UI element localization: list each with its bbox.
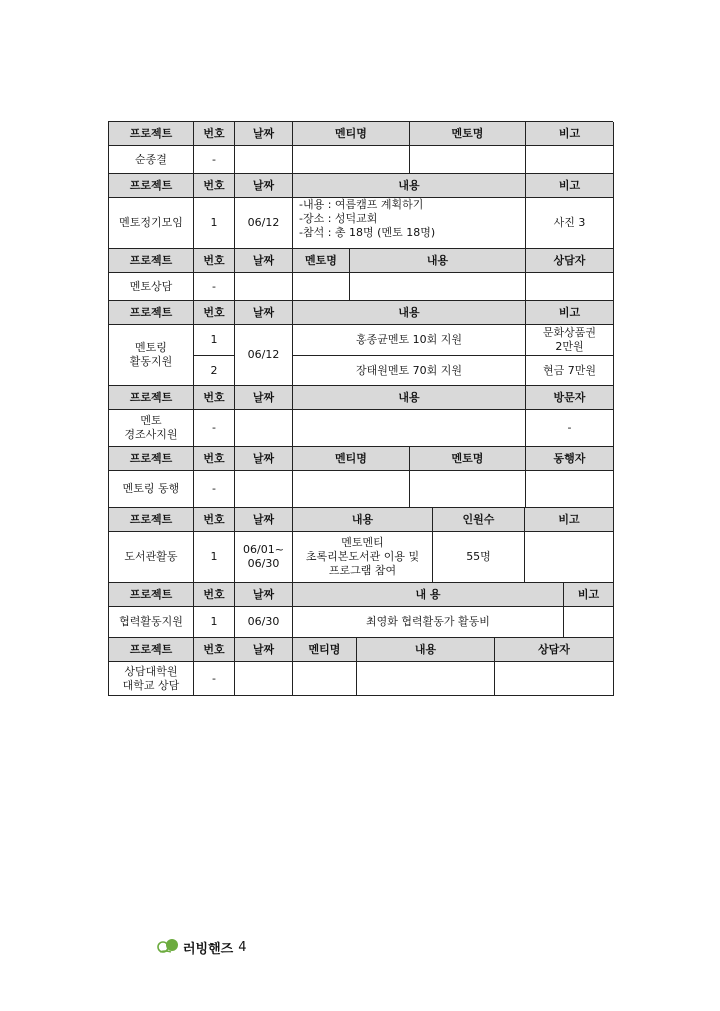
note-cell [526,146,614,174]
project-line: 상담대학원 [124,664,178,678]
header-cell: 멘토명 [293,249,350,273]
project-cell: 멘토정기모임 [109,198,194,249]
content-line: 초록리본도서관 이용 및 [305,550,420,563]
date-line: 06/01~ [243,543,284,556]
content-cell: 홍종균멘토 10회 지원 [293,325,526,356]
number-cell: - [194,273,235,301]
section-mentor-condolence [108,386,613,447]
content-cell: 최영화 협력활동가 활동비 [293,607,564,638]
header-cell: 날짜 [235,583,293,607]
section-sunjonggyeol [108,121,613,174]
header-cell: 프로젝트 [109,174,194,198]
mentee-cell [293,662,357,696]
header-cell: 날짜 [235,122,293,146]
header-cell: 멘토명 [410,122,526,146]
content-line: -내용 : 여름캠프 계획하기 [299,198,424,211]
companion-cell [526,471,614,508]
header-cell: 프로젝트 [109,508,194,532]
date-cell [235,273,293,301]
section-graduate-counsel [108,638,613,696]
mentee-cell [293,146,410,174]
number-cell: - [194,146,235,174]
project-cell: 협력활동지원 [109,607,194,638]
header-cell: 내용 [293,386,526,410]
note-cell [525,532,614,583]
footer-brand: 러빙핸즈 [183,941,234,957]
page-footer [157,937,247,957]
header-cell: 동행자 [526,447,614,471]
header-cell: 방문자 [526,386,614,410]
header-cell: 내 용 [293,583,564,607]
project-line: 멘토링 [135,341,167,354]
header-cell: 번호 [194,301,235,325]
header-cell: 비고 [525,508,614,532]
header-cell: 비고 [526,301,614,325]
header-cell: 프로젝트 [109,638,194,662]
header-cell: 멘티명 [293,638,357,662]
header-cell: 날짜 [235,638,293,662]
date-cell [235,471,293,508]
header-cell: 인원수 [433,508,525,532]
header-cell: 비고 [564,583,614,607]
header-cell: 날짜 [235,447,293,471]
header-cell: 프로젝트 [109,122,194,146]
header-cell: 번호 [194,122,235,146]
visitor-cell: - [526,410,614,447]
header-cell: 프로젝트 [109,301,194,325]
date-cell: 06/12 [235,325,293,386]
header-cell: 프로젝트 [109,386,194,410]
date-line: 06/30 [247,557,280,570]
project-cell: 멘토상담 [109,273,194,301]
project-cell [109,662,194,696]
note-cell: 현금 7만원 [526,356,614,386]
content-cell [350,273,526,301]
content-cell [293,532,433,583]
content-line: -참석 : 총 18명 (멘토 18명) [299,226,436,239]
number-cell: 1 [194,607,235,638]
header-cell: 멘티명 [293,447,410,471]
header-cell: 프로젝트 [109,447,194,471]
note-cell [526,325,614,356]
header-cell: 멘토명 [410,447,526,471]
section-library-activity [108,508,613,583]
header-cell: 내용 [350,249,526,273]
date-cell: 06/12 [235,198,293,249]
content-cell [293,410,526,447]
number-cell: - [194,410,235,447]
header-cell: 비고 [526,174,614,198]
number-cell: 1 [194,532,235,583]
mentor-cell [410,146,526,174]
content-line: -장소 : 성덕교회 [299,212,378,225]
number-cell: - [194,662,235,696]
header-cell: 멘티명 [293,122,410,146]
header-cell: 내용 [293,174,526,198]
header-cell: 번호 [194,638,235,662]
number-cell: 1 [194,325,235,356]
section-mentor-meeting [108,174,613,249]
date-cell [235,146,293,174]
project-cell [109,325,194,386]
section-mentor-counsel [108,249,613,301]
content-cell [293,198,526,249]
date-cell [235,662,293,696]
note-cell [564,607,614,638]
header-cell: 번호 [194,174,235,198]
number-cell: - [194,471,235,508]
project-cell [109,410,194,447]
project-cell: 멘토링 동행 [109,471,194,508]
counselor-cell [526,273,614,301]
date-cell: 06/30 [235,607,293,638]
mentor-cell [293,273,350,301]
section-cooperation-support [108,583,613,638]
note-line: 2만원 [555,340,584,353]
hands-logo-icon [157,937,181,957]
content-cell [357,662,495,696]
header-cell: 번호 [194,386,235,410]
header-cell: 내용 [293,508,433,532]
header-cell: 날짜 [235,174,293,198]
header-cell: 날짜 [235,508,293,532]
date-cell [235,532,293,583]
header-cell: 비고 [526,122,614,146]
page-number: 4 [238,939,247,955]
header-cell: 상담자 [495,638,614,662]
note-line: 문화상품권 [542,326,597,339]
project-line: 활동지원 [129,355,173,368]
project-cell: 도서관활동 [109,532,194,583]
header-cell: 날짜 [235,386,293,410]
content-line: 멘토멘티 [341,536,384,549]
header-cell: 번호 [194,249,235,273]
project-cell: 순종결 [109,146,194,174]
content-cell: 장태원멘토 70회 지원 [293,356,526,386]
number-cell: 2 [194,356,235,386]
header-cell: 프로젝트 [109,249,194,273]
header-cell: 프로젝트 [109,583,194,607]
header-cell: 상담자 [526,249,614,273]
header-cell: 번호 [194,508,235,532]
project-line: 멘토 [140,414,162,427]
headcount-cell: 55명 [433,532,525,583]
header-cell: 날짜 [235,301,293,325]
mentor-cell [410,471,526,508]
date-cell [235,410,293,447]
section-mentoring-support [108,301,613,386]
header-cell: 날짜 [235,249,293,273]
header-cell: 내용 [357,638,495,662]
note-cell: 사진 3 [526,198,614,249]
number-cell: 1 [194,198,235,249]
content-line: 프로그램 참여 [328,564,397,577]
counselor-cell [495,662,614,696]
project-line: 대학교 상담 [122,678,180,692]
header-cell: 내용 [293,301,526,325]
report-table [108,121,613,696]
section-mentoring-accompany [108,447,613,508]
header-cell: 번호 [194,583,235,607]
header-cell: 번호 [194,447,235,471]
project-line: 경조사지원 [124,428,178,441]
mentee-cell [293,471,410,508]
